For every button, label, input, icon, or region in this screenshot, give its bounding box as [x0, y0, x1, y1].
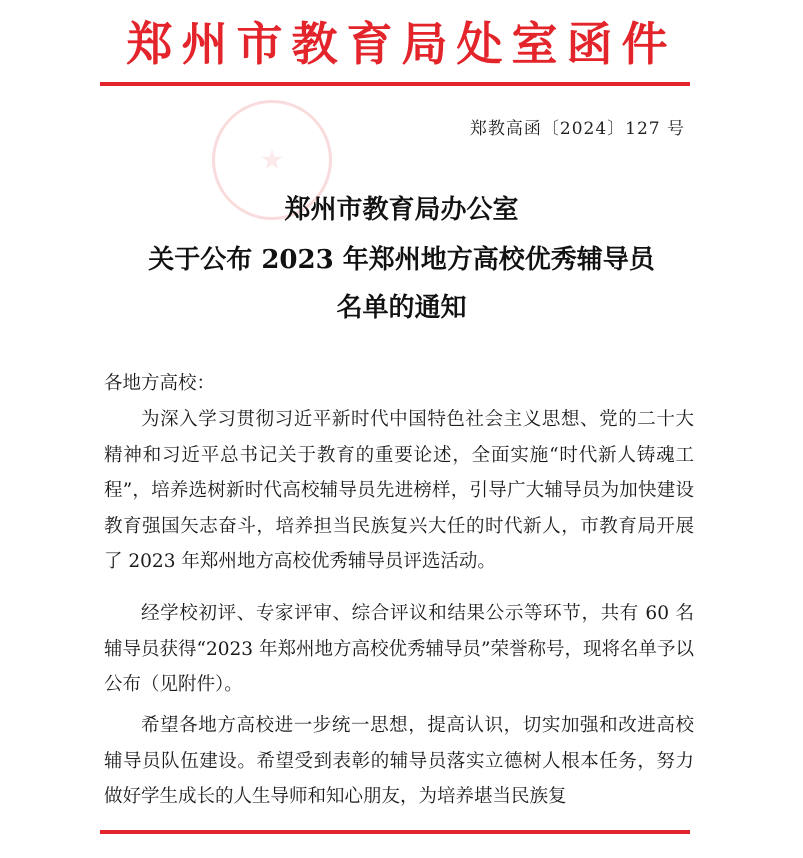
document-title-line-2: 关于公布 2023 年郑州地方高校优秀辅导员 — [148, 245, 655, 275]
document-title-line-3: 名单的通知 — [336, 293, 467, 323]
footer-red-rule — [100, 830, 690, 834]
letterhead-red-rule — [100, 82, 690, 86]
document-title-line-1: 郑州市教育局办公室 — [284, 195, 519, 225]
body-paragraph-3: 希望各地方高校进一步统一思想，提高认识，切实加强和改进高校辅导员队伍建设。希望受到表彰的辅导员落实立德树人根本任务，努力做好学生成长的人生导师和知心朋友，为培养堪当民族复 — [104, 715, 694, 807]
document-number: 郑教高函〔2024〕127 号 — [469, 119, 685, 139]
body-paragraph-2: 经学校初评、专家评审、综合评议和结果公示等环节，共有 60 名辅导员获得“2023 年郑州地方高校优秀辅导员”荣誉称号，现将名单予以公布（见附件）。 — [104, 603, 694, 695]
letterhead-title: 郑州市教育局处室函件 — [126, 17, 677, 71]
salutation: 各地方高校： — [104, 373, 216, 394]
body-paragraph-1: 为深入学习贯彻习近平新时代中国特色社会主义思想、党的二十大精神和习近平总书记关于教育的重要论述，全面实施“时代新人铸魂工程”，培养选树新时代高校辅导员先进榜样，引导广大辅导员为加快建设教育强国矢志奋斗，培养担当民族复兴大任的时代新人，市教育局开展了 2023 年郑州地方高校优秀辅导员评选活动。 — [104, 409, 694, 572]
